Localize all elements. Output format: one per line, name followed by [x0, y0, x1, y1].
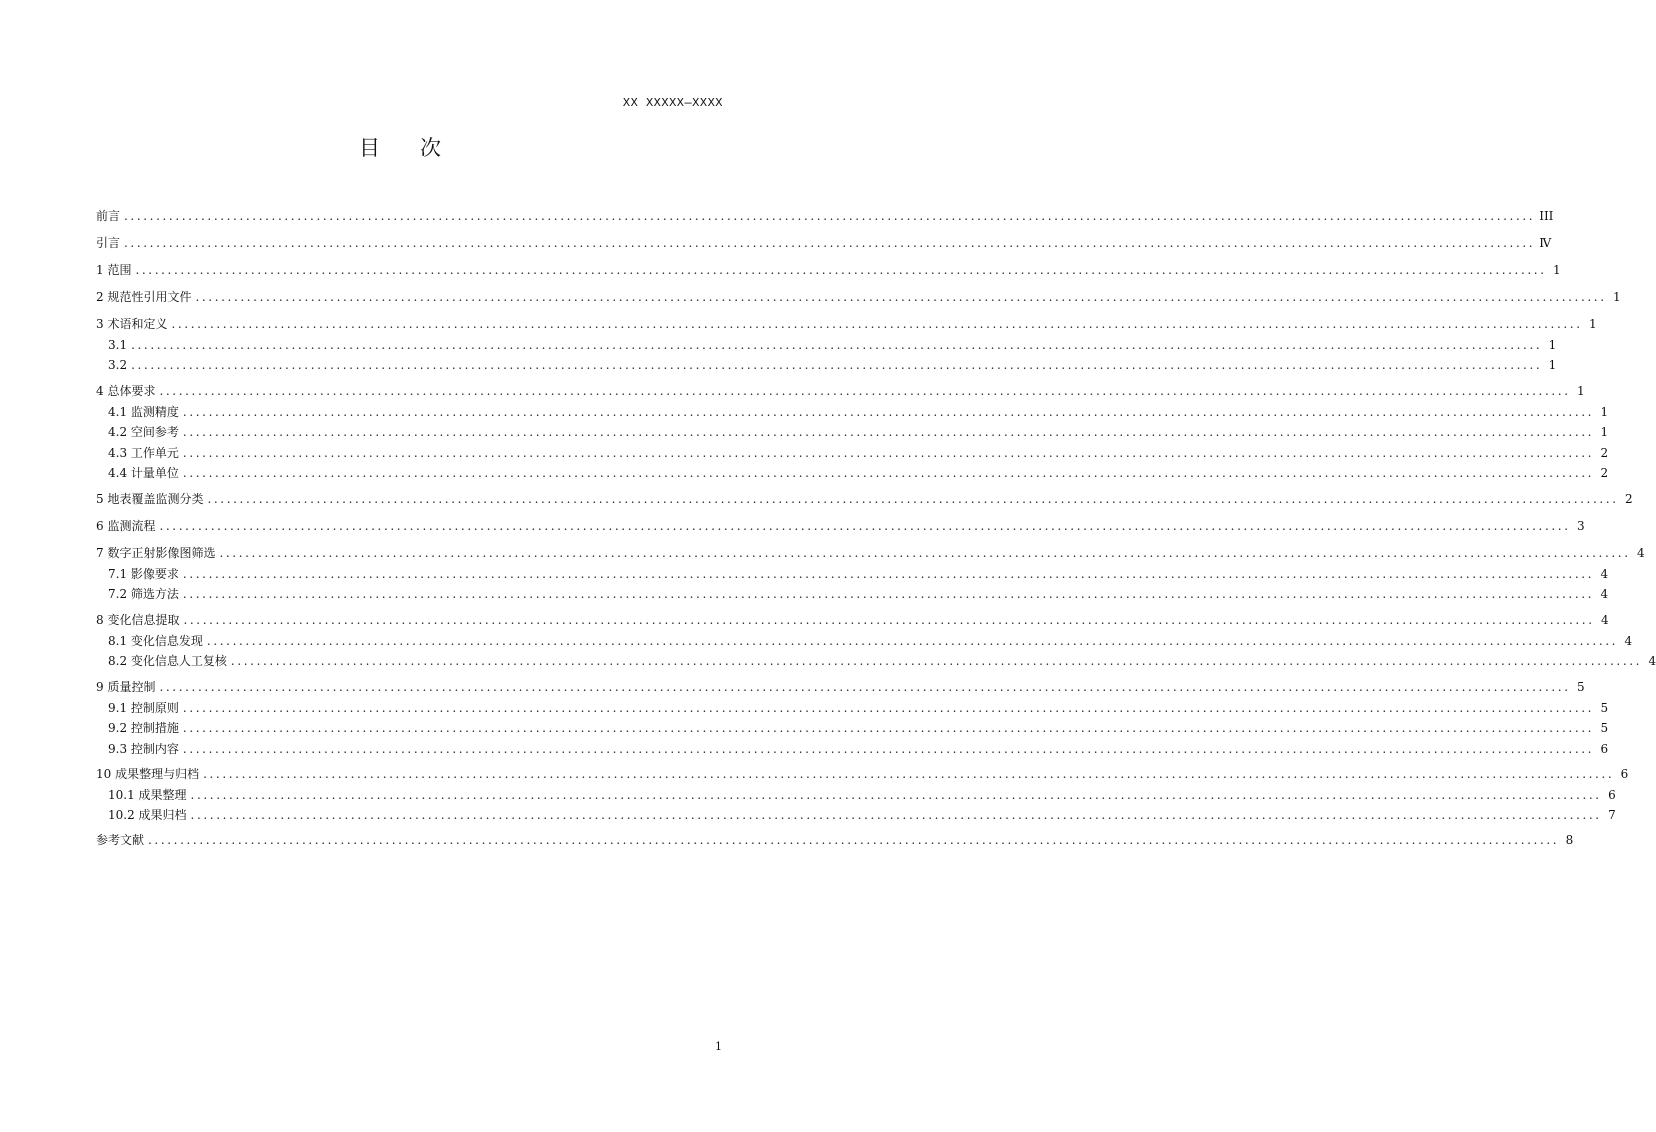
toc-leader-dots: ............................................................................................................................................................................................................................	[190, 808, 1602, 822]
toc-entry-page: III	[1539, 209, 1554, 223]
toc-entry-page: 5	[1577, 680, 1585, 694]
toc-entry-page: 2	[1600, 466, 1609, 480]
toc-entry-title: 8.2 变化信息人工复核	[108, 654, 227, 668]
toc-entry-title: 10.1 成果整理	[108, 788, 187, 802]
toc-entry[interactable]	[96, 765, 1629, 783]
toc-leader-dots: ............................................................................................................................................................................................................................	[182, 446, 1595, 460]
toc-entry[interactable]	[96, 288, 1621, 306]
toc-subentry[interactable]	[108, 699, 1609, 717]
toc-subentry[interactable]	[108, 585, 1609, 603]
toc-entry-title: 10 成果整理与归档	[96, 767, 200, 781]
toc-leader-dots: ............................................................................................................................................................................................................................	[182, 742, 1595, 756]
toc-entry-page: 7	[1608, 808, 1616, 822]
toc-entry-page: 5	[1600, 701, 1609, 715]
toc-entry-title: 9 质量控制	[96, 680, 156, 694]
toc-entry[interactable]	[96, 315, 1597, 333]
toc-entry-title: 4.2 空间参考	[108, 425, 179, 439]
toc-subentry[interactable]	[108, 719, 1609, 737]
toc-entry-page: 1	[1589, 317, 1597, 331]
toc-entry-title: 3.1	[108, 338, 128, 352]
document-code: XX XXXXX—XXXX	[622, 96, 723, 110]
toc-entry-page: 4	[1624, 634, 1633, 648]
page-title: 目次	[359, 136, 481, 160]
toc-entry-page: 1	[1548, 338, 1557, 352]
toc-entry-page: 1	[1600, 405, 1609, 419]
toc-entry-page: 4	[1648, 654, 1656, 668]
table-of-contents	[96, 0, 1656, 1132]
toc-subentry[interactable]	[108, 740, 1609, 758]
toc-entry-page: 4	[1600, 587, 1609, 601]
toc-entry-page: 1	[1613, 290, 1621, 304]
toc-leader-dots: ............................................................................................................................................................................................................................	[182, 466, 1595, 480]
toc-leader-dots: ............................................................................................................................................................................................................................	[171, 317, 1583, 331]
toc-entry-title: 4 总体要求	[96, 384, 156, 398]
toc-leader-dots: ............................................................................................................................................................................................................................	[124, 236, 1536, 250]
toc-entry-page: 4	[1601, 613, 1609, 627]
toc-subentry[interactable]	[108, 632, 1633, 650]
page-number: 1	[715, 1040, 722, 1053]
toc-entry-title: 2 规范性引用文件	[96, 290, 192, 304]
toc-leader-dots: ............................................................................................................................................................................................................................	[135, 263, 1547, 277]
toc-entry[interactable]	[96, 207, 1554, 225]
toc-subentry[interactable]	[108, 356, 1557, 374]
toc-leader-dots: ............................................................................................................................................................................................................................	[195, 290, 1607, 304]
toc-entry[interactable]	[96, 678, 1585, 696]
toc-entry-title: 3.2	[108, 358, 128, 372]
toc-subentry[interactable]	[108, 786, 1616, 804]
toc-leader-dots: ............................................................................................................................................................................................................................	[219, 546, 1631, 560]
toc-entry-title: 1 范围	[96, 263, 132, 277]
toc-entry-title: 5 地表覆盖监测分类	[96, 492, 204, 506]
toc-leader-dots: ............................................................................................................................................................................................................................	[182, 587, 1595, 601]
toc-entry-title: 4.4 计量单位	[108, 466, 179, 480]
toc-subentry[interactable]	[108, 464, 1609, 482]
toc-entry[interactable]	[96, 611, 1609, 629]
toc-subentry[interactable]	[108, 423, 1609, 441]
toc-entry-page: 6	[1608, 788, 1616, 802]
toc-subentry[interactable]	[108, 336, 1557, 354]
toc-leader-dots: ............................................................................................................................................................................................................................	[131, 338, 1543, 352]
toc-entry-page: 6	[1600, 742, 1609, 756]
toc-entry-title: 8 变化信息提取	[96, 613, 180, 627]
toc-leader-dots: ............................................................................................................................................................................................................................	[124, 209, 1536, 223]
toc-leader-dots: ............................................................................................................................................................................................................................	[182, 701, 1595, 715]
toc-leader-dots: ............................................................................................................................................................................................................................	[207, 492, 1619, 506]
toc-entry[interactable]	[96, 517, 1585, 535]
toc-entry-page: Ⅳ	[1539, 236, 1552, 250]
toc-entry-title: 9.3 控制内容	[108, 742, 179, 756]
toc-leader-dots: ............................................................................................................................................................................................................................	[183, 613, 1595, 627]
toc-subentry[interactable]	[108, 806, 1616, 824]
toc-entry-title: 7 数字正射影像图筛选	[96, 546, 216, 560]
toc-entry[interactable]	[96, 831, 1574, 849]
toc-entry[interactable]	[96, 490, 1633, 508]
toc-entry-title: 3 术语和定义	[96, 317, 168, 331]
toc-entry-page: 4	[1600, 567, 1609, 581]
toc-leader-dots: ............................................................................................................................................................................................................................	[159, 384, 1571, 398]
toc-subentry[interactable]	[108, 403, 1609, 421]
toc-entry[interactable]	[96, 261, 1561, 279]
toc-entry-page: 6	[1620, 767, 1629, 781]
toc-entry-title: 7.1 影像要求	[108, 567, 179, 581]
toc-entry-title: 9.1 控制原则	[108, 701, 179, 715]
toc-entry-title: 8.1 变化信息发现	[108, 634, 203, 648]
toc-entry-title: 4.3 工作单元	[108, 446, 179, 460]
toc-entry-page: 1	[1548, 358, 1557, 372]
toc-entry-page: 1	[1577, 384, 1585, 398]
toc-entry[interactable]	[96, 382, 1585, 400]
toc-leader-dots: ............................................................................................................................................................................................................................	[190, 788, 1602, 802]
toc-leader-dots: ............................................................................................................................................................................................................................	[182, 567, 1595, 581]
toc-entry-title: 前言	[96, 209, 121, 223]
toc-entry-page: 8	[1565, 833, 1574, 847]
toc-subentry[interactable]	[108, 565, 1609, 583]
toc-leader-dots: ............................................................................................................................................................................................................................	[203, 767, 1615, 781]
toc-entry-page: 5	[1600, 721, 1609, 735]
toc-entry-page: 1	[1553, 263, 1561, 277]
toc-leader-dots: ............................................................................................................................................................................................................................	[159, 680, 1571, 694]
toc-entry-title: 6 监测流程	[96, 519, 156, 533]
toc-leader-dots: ............................................................................................................................................................................................................................	[148, 833, 1560, 847]
toc-entry-title: 9.2 控制措施	[108, 721, 179, 735]
toc-leader-dots: ............................................................................................................................................................................................................................	[182, 405, 1595, 419]
toc-entry-title: 4.1 监测精度	[108, 405, 179, 419]
toc-entry-page: 3	[1577, 519, 1585, 533]
toc-entry-page: 1	[1600, 425, 1609, 439]
toc-subentry[interactable]	[108, 652, 1656, 670]
toc-entry-title: 10.2 成果归档	[108, 808, 187, 822]
toc-leader-dots: ............................................................................................................................................................................................................................	[182, 721, 1595, 735]
toc-leader-dots: ............................................................................................................................................................................................................................	[206, 634, 1619, 648]
toc-subentry[interactable]	[108, 444, 1609, 462]
toc-leader-dots: ............................................................................................................................................................................................................................	[182, 425, 1595, 439]
toc-leader-dots: ............................................................................................................................................................................................................................	[131, 358, 1543, 372]
toc-entry[interactable]	[96, 234, 1552, 252]
toc-entry-page: 4	[1637, 546, 1645, 560]
toc-leader-dots: ............................................................................................................................................................................................................................	[230, 654, 1643, 668]
toc-entry-page: 2	[1600, 446, 1609, 460]
toc-entry-page: 2	[1625, 492, 1633, 506]
toc-entry-title: 参考文献	[96, 833, 145, 847]
toc-entry[interactable]	[96, 544, 1645, 562]
toc-leader-dots: ............................................................................................................................................................................................................................	[159, 519, 1571, 533]
toc-entry-title: 7.2 筛选方法	[108, 587, 179, 601]
toc-entry-title: 引言	[96, 236, 121, 250]
